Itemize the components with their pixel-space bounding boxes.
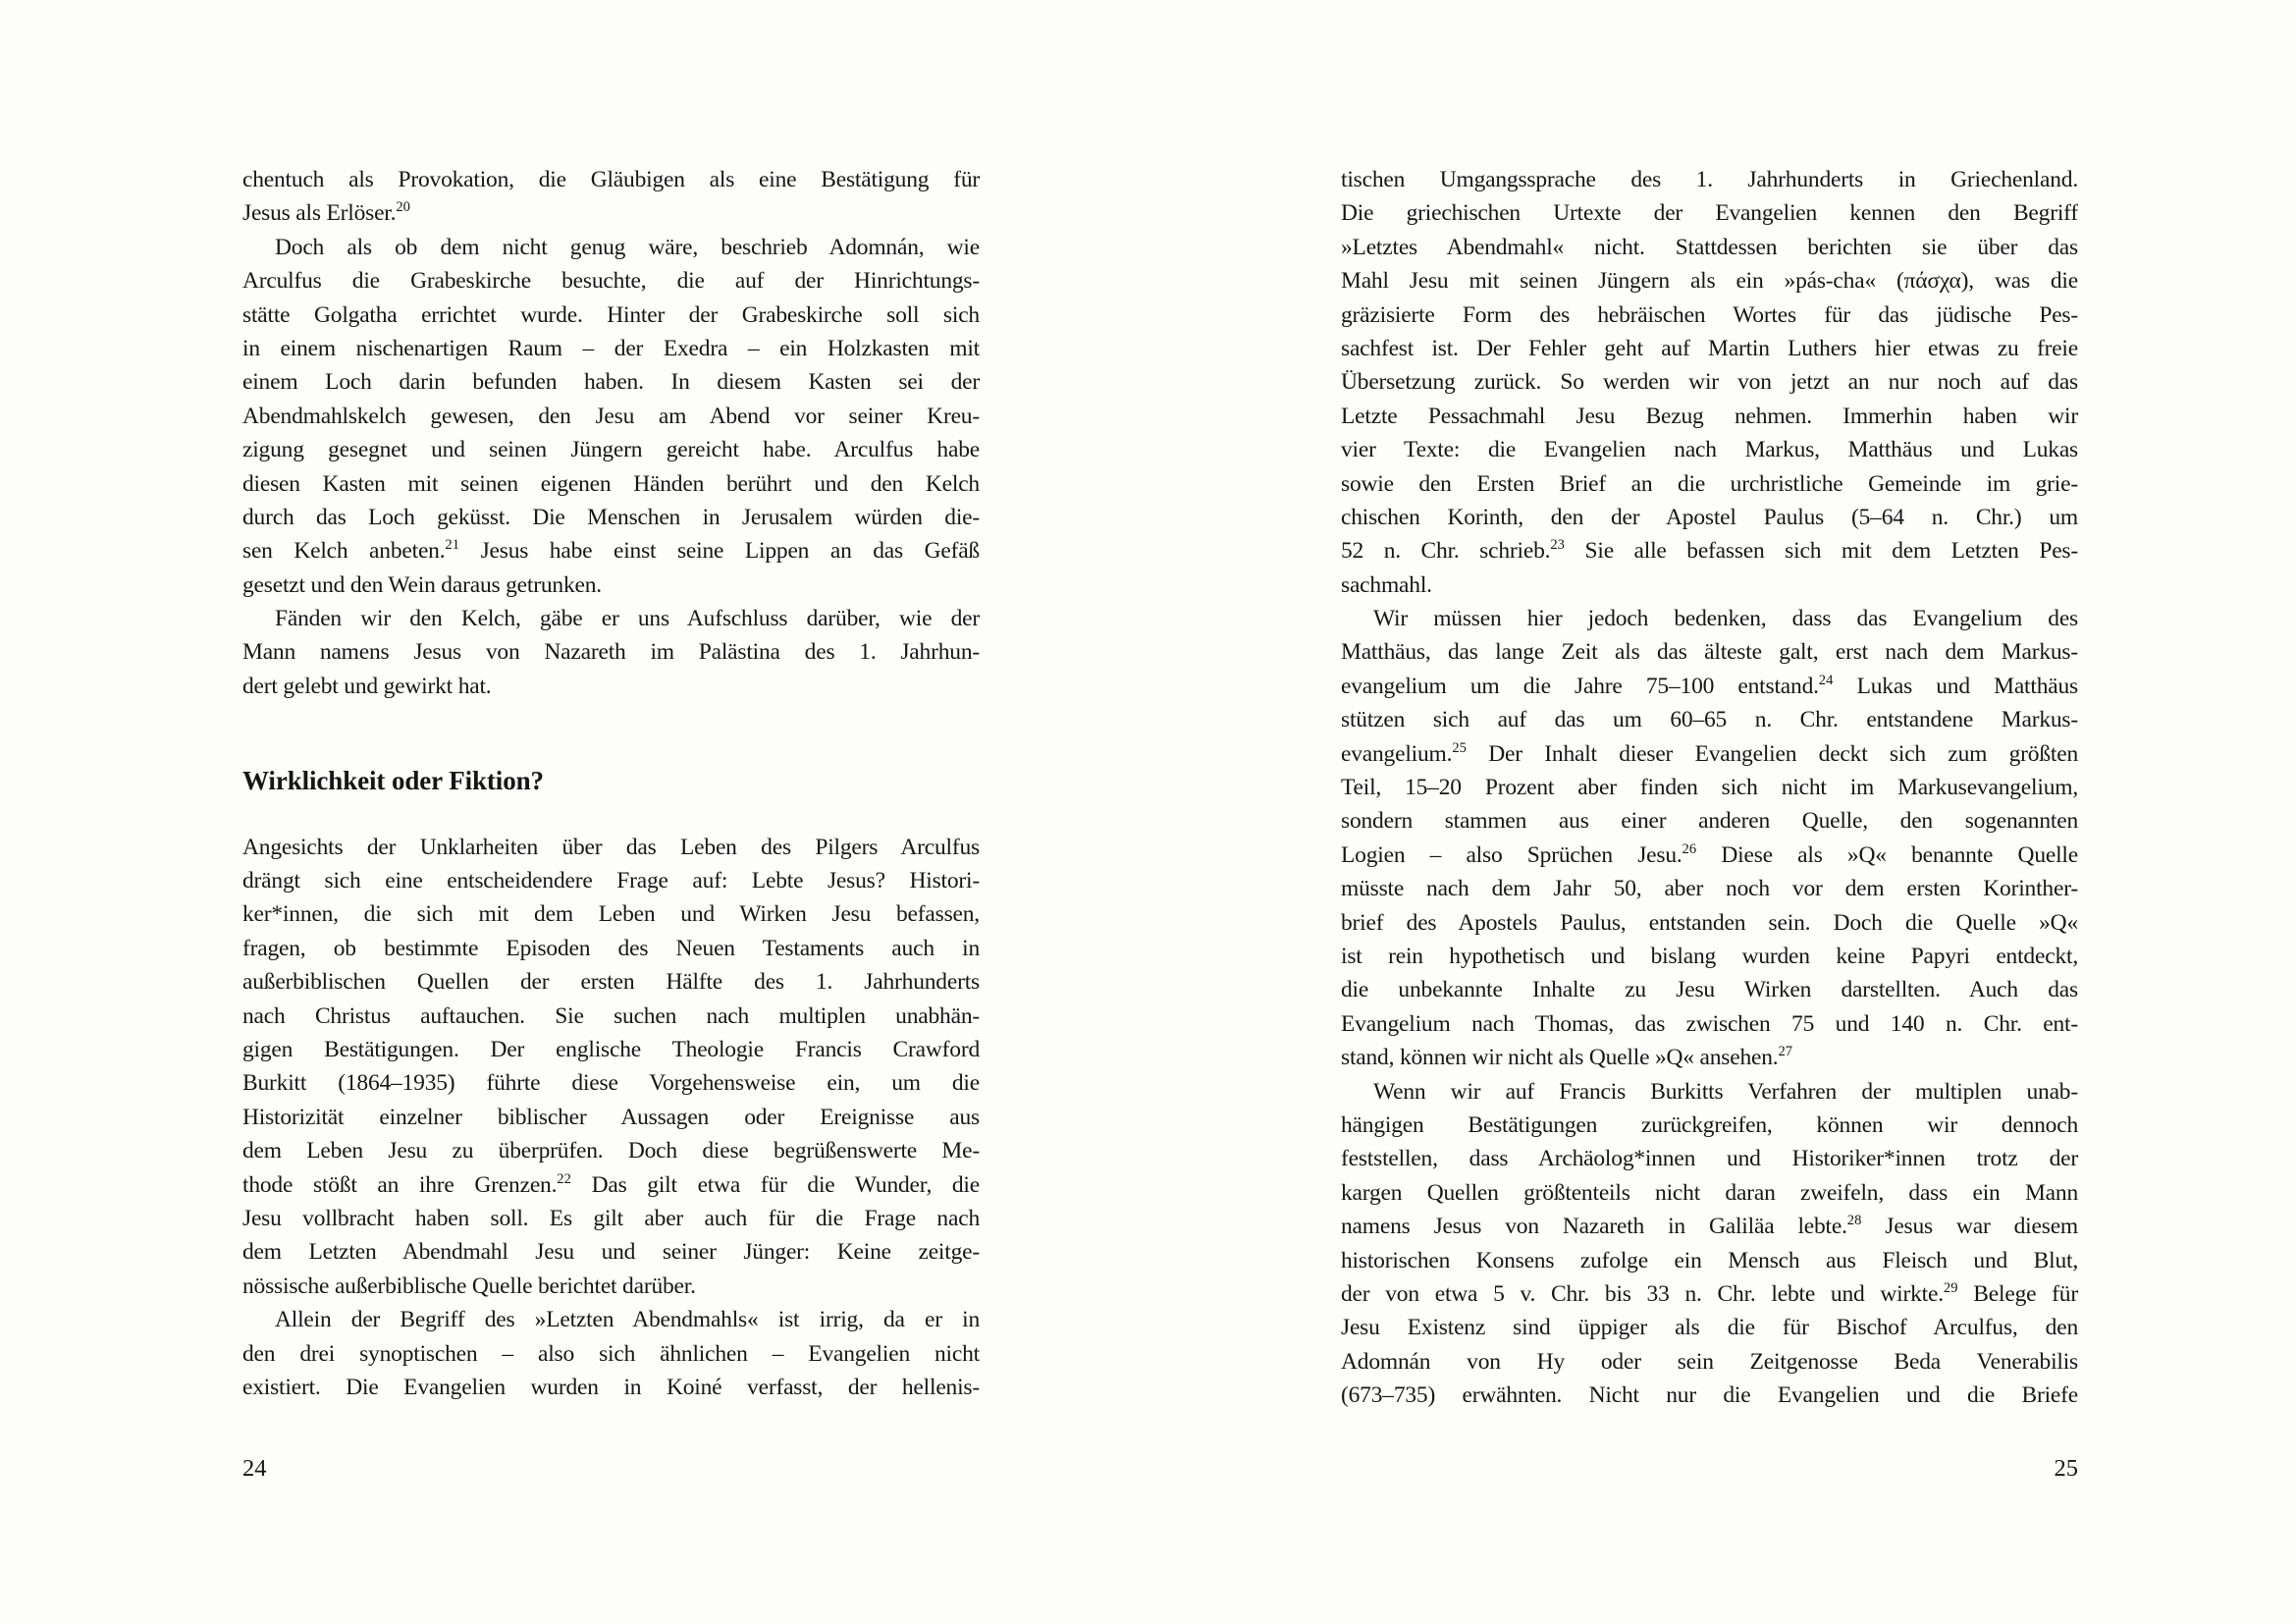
text-line: drängt sich eine entscheidendere Frage auf: Lebte Jesus? Histori-: [242, 868, 980, 894]
text-line: Mann namens Jesus von Nazareth im Palästina des 1. Jahrhun-: [242, 639, 980, 666]
text-line: thode stößt an ihre Grenzen.$^{22}$ Das gilt etwa für die Wunder, die: [242, 1170, 980, 1198]
text-line: Mahl Jesu mit seinen Jüngern als ein »pás-cha« (πάσχα), was die: [1341, 268, 2078, 295]
text-line: Jesu vollbracht haben soll. Es gilt aber auch für die Frage nach: [242, 1205, 980, 1231]
text-line: Jesu Existenz sind üppiger als die für Bischof Arculfus, den: [1341, 1315, 2078, 1341]
text-line: evangelium um die Jahre 75–100 entstand.$^{24}$ Lukas und Matthäus: [1341, 673, 2078, 699]
text-line: durch das Loch geküsst. Die Menschen in Jerusalem würden die-: [242, 504, 980, 530]
text-line: historischen Konsens zufolge ein Mensch aus Fleisch und Blut,: [1341, 1247, 2078, 1273]
text-line: evangelium.$^{25}$ Der Inhalt dieser Evangelien deckt sich zum größten: [1341, 739, 2078, 767]
text-line: Historizität einzelner biblischer Aussagen oder Ereignisse aus: [242, 1104, 980, 1130]
footnote-ref: 25: [1452, 739, 1467, 756]
text-line: müsste nach dem Jahr 50, aber noch vor dem ersten Korinther-: [1341, 876, 2078, 902]
footnote-ref: 21: [445, 537, 459, 554]
text-line: nach Christus auftauchen. Sie suchen nach multiplen unabhän-: [242, 1002, 980, 1029]
page-number-left: 24: [242, 1455, 267, 1482]
text-line: Wir müssen hier jedoch bedenken, dass das Evangelium des: [1373, 606, 2078, 632]
text-line: in einem nischenartigen Raum – der Exedra – ein Holzkasten mit: [242, 335, 980, 361]
text-line: einem Loch darin befunden haben. In diesem Kasten sei der: [242, 369, 980, 396]
text-line: außerbiblischen Quellen der ersten Hälfte des 1. Jahrhunderts: [242, 969, 980, 996]
footnote-ref: 23: [1550, 537, 1565, 554]
text-line: vier Texte: die Evangelien nach Markus, Matthäus und Lukas: [1341, 437, 2078, 463]
text-line: der von etwa 5 v. Chr. bis 33 n. Chr. lebte und wirkte.$^{29}$ Belege für: [1341, 1280, 2078, 1307]
text-line: (673–735) erwähnten. Nicht nur die Evangelien und die Briefe: [1341, 1382, 2078, 1409]
text-line: Arculfus die Grabeskirche besuchte, die auf der Hinrichtungs-: [242, 268, 980, 295]
text-line: Burkitt (1864–1935) führte diese Vorgehensweise ein, um die: [242, 1070, 980, 1097]
text-line: gräzisierte Form des hebräischen Wortes für das jüdische Pes-: [1341, 301, 2078, 328]
paragraph: [242, 231, 980, 602]
section-heading: Wirklichkeit oder Fiktion?: [242, 766, 544, 796]
paragraph: [242, 831, 980, 1303]
footnote-ref: 29: [1943, 1280, 1958, 1297]
text-line: Adomnán von Hy oder sein Zeitgenosse Beda Venerabilis: [1341, 1348, 2078, 1375]
text-line: sen Kelch anbeten.$^{21}$ Jesus habe einst seine Lippen an das Gefäß: [242, 537, 980, 565]
paragraph: [242, 602, 980, 703]
text-line: nössische außerbiblische Quelle berichtet darüber.: [242, 1272, 696, 1299]
text-line: Jesus als Erlöser.$^{20}$: [242, 199, 410, 227]
left-page-text-column: [242, 163, 980, 1404]
text-line: die unbekannte Inhalte zu Jesu Wirken darstellten. Auch das: [1341, 977, 2078, 1003]
text-line: chentuch als Provokation, die Gläubigen als eine Bestätigung für: [242, 167, 980, 192]
paragraph: [1341, 602, 2078, 1074]
text-line: tischen Umgangssprache des 1. Jahrhunderts in Griechenland.: [1341, 167, 2078, 192]
text-line: stätte Golgatha errichtet wurde. Hinter der Grabeskirche soll sich: [242, 301, 980, 328]
footnote-ref: 20: [396, 199, 410, 216]
text-line: sachfest ist. Der Fehler geht auf Martin Luthers hier etwas zu freie: [1341, 335, 2078, 361]
text-line: zigung gesegnet und seinen Jüngern gereicht habe. Arculfus habe: [242, 437, 980, 463]
text-line: Die griechischen Urtexte der Evangelien kennen den Begriff: [1341, 200, 2078, 227]
text-line: Teil, 15–20 Prozent aber finden sich nicht im Markusevangelium,: [1341, 775, 2078, 801]
text-line: Evangelium nach Thomas, das zwischen 75 und 140 n. Chr. ent-: [1341, 1010, 2078, 1037]
text-line: Allein der Begriff des »Letzten Abendmahls« ist irrig, da er in: [275, 1307, 980, 1333]
text-line: diesen Kasten mit seinen eigenen Händen berührt und den Kelch: [242, 470, 980, 497]
text-line: gesetzt und den Wein daraus getrunken.: [242, 571, 602, 598]
text-line: dem Letzten Abendmahl Jesu und seiner Jünger: Keine zeitge-: [242, 1239, 980, 1266]
text-line: fragen, ob bestimmte Episoden des Neuen Testaments auch in: [242, 935, 980, 961]
text-line: sowie den Ersten Brief an die urchristliche Gemeinde im grie-: [1341, 470, 2078, 497]
footnote-ref: 26: [1682, 840, 1697, 857]
paragraph: [1341, 163, 2078, 602]
text-line: sachmahl.: [1341, 571, 1432, 598]
text-line: gigen Bestätigungen. Der englische Theologie Francis Crawford: [242, 1037, 980, 1062]
text-line: feststellen, dass Archäolog*innen und Historiker*innen trotz der: [1341, 1146, 2078, 1172]
text-line: dem Leben Jesu zu überprüfen. Doch diese begrüßenswerte Me-: [242, 1138, 980, 1164]
text-line: chischen Korinth, den der Apostel Paulus (5–64 n. Chr.) um: [1341, 504, 2078, 530]
text-line: namens Jesus von Nazareth in Galiläa lebte.$^{28}$ Jesus war diesem: [1341, 1213, 2078, 1240]
text-line: existiert. Die Evangelien wurden in Koiné verfasst, der hellenis-: [242, 1374, 980, 1400]
text-line: 52 n. Chr. schrieb.$^{23}$ Sie alle befassen sich mit dem Letzten Pes-: [1341, 537, 2078, 565]
text-line: Wenn wir auf Francis Burkitts Verfahren der multiplen unab-: [1373, 1078, 2078, 1105]
text-line: Logien – also Sprüchen Jesu.$^{26}$ Diese als »Q« benannte Quelle: [1341, 840, 2078, 868]
page-number-right: 25: [2054, 1455, 2078, 1482]
text-line: Matthäus, das lange Zeit als das älteste galt, erst nach dem Markus-: [1341, 639, 2078, 666]
text-line: Fänden wir den Kelch, gäbe er uns Aufschluss darüber, wie der: [275, 606, 980, 632]
paragraph: [1341, 1075, 2078, 1413]
text-line: dert gelebt und gewirkt hat.: [242, 673, 492, 699]
text-line: Doch als ob dem nicht genug wäre, beschrieb Adomnán, wie: [275, 234, 980, 260]
footnote-ref: 28: [1846, 1213, 1862, 1229]
footnote-ref: 22: [557, 1170, 571, 1187]
text-line: Übersetzung zurück. So werden wir von jetzt an nur noch auf das: [1341, 369, 2078, 396]
text-line: kargen Quellen größtenteils nicht daran zweifeln, dass ein Mann: [1341, 1179, 2078, 1206]
text-line: hängigen Bestätigungen zurückgreifen, können wir dennoch: [1341, 1111, 2078, 1138]
paragraph: [242, 1303, 980, 1404]
footnote-ref: 24: [1818, 673, 1834, 689]
text-line: Abendmahlskelch gewesen, den Jesu am Abend vor seiner Kreu-: [242, 403, 980, 429]
text-line: ist rein hypothetisch und bislang wurden keine Papyri entdeckt,: [1341, 943, 2078, 969]
text-line: stand, können wir nicht als Quelle »Q« ansehen.$^{27}$: [1341, 1044, 1793, 1071]
paragraph: [242, 163, 980, 231]
text-line: sondern stammen aus einer anderen Quelle, den sogenannten: [1341, 808, 2078, 835]
footnote-ref: 27: [1778, 1044, 1793, 1060]
text-line: Letzte Pessachmahl Jesu Bezug nehmen. Immerhin haben wir: [1341, 403, 2078, 429]
text-line: Angesichts der Unklarheiten über das Leben des Pilgers Arculfus: [242, 834, 980, 860]
right-page-text-column: [1341, 163, 2078, 1412]
text-line: den drei synoptischen – also sich ähnlichen – Evangelien nicht: [242, 1340, 980, 1367]
text-line: brief des Apostels Paulus, entstanden sein. Doch die Quelle »Q«: [1341, 909, 2078, 936]
text-line: »Letztes Abendmahl« nicht. Stattdessen berichten sie über das: [1341, 234, 2078, 260]
text-line: stützen sich auf das um 60–65 n. Chr. entstandene Markus-: [1341, 707, 2078, 733]
text-line: ker*innen, die sich mit dem Leben und Wirken Jesu befassen,: [242, 901, 980, 928]
